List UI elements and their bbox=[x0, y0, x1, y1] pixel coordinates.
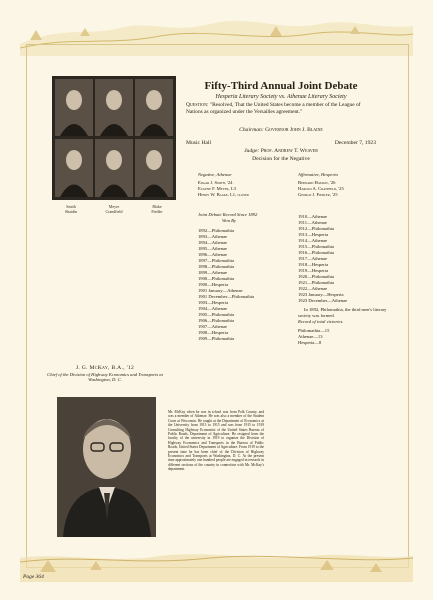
bottom-ornament bbox=[20, 548, 413, 582]
record-entry: 1897—Philomathia bbox=[198, 258, 234, 263]
profile-role: Chief of the Division of Highway Economics and Transports at Washington, D. C. bbox=[47, 371, 163, 383]
record-entry: 1911—Athenae bbox=[298, 220, 327, 225]
record-entry: 1921—Philomathia bbox=[298, 280, 334, 285]
record-entry: 1894—Athenae bbox=[198, 240, 228, 245]
record-entry: 1916—Philomathia bbox=[298, 250, 334, 255]
record-entry: 1901 December—Philomathia bbox=[198, 294, 255, 299]
victory-total: Philomathia—15 bbox=[298, 328, 330, 333]
negative-member: Edgar J. Smith, '24 bbox=[198, 180, 233, 185]
judge-line bbox=[186, 148, 376, 154]
decision-text: Decision for the Negative bbox=[252, 156, 310, 162]
record-entry: 1900—Philomathia bbox=[198, 276, 234, 281]
question-text: "Resolved, That the United States become a member of the League of Nations as organized under the Versailles agreement." bbox=[186, 102, 361, 115]
chairman-label: Chairman: bbox=[239, 127, 264, 133]
profile-name: J. G. McKay, B.A., '12 bbox=[75, 365, 135, 371]
record-title: Joint Debate Record Since 1892 bbox=[198, 212, 258, 217]
record-entry: 1903—Hesperia bbox=[198, 300, 229, 305]
affirmative-member: George J. Fiedler, '25 bbox=[298, 192, 338, 197]
debate-question bbox=[186, 102, 376, 116]
profile-caption bbox=[40, 366, 170, 383]
record-entry: 1920—Philomathia bbox=[298, 274, 334, 279]
debate-subtitle: Hesperia Literary Society vs. Athenae Literary Society bbox=[215, 94, 347, 100]
affirmative-team bbox=[298, 172, 388, 198]
record-left-column bbox=[198, 212, 294, 342]
negative-member: Eugene F. Meyer, L3 bbox=[198, 186, 236, 191]
record-entry: 1907—Athenae bbox=[198, 324, 228, 329]
record-entry: 1900—Hesperia bbox=[198, 282, 229, 287]
name-blake: Blake Fiedler bbox=[151, 204, 163, 214]
record-entry: 1901 January—Athenae bbox=[198, 288, 243, 293]
record-entry: 1895—Athenae bbox=[198, 246, 228, 251]
negative-member: Henry W. Blake, L1, closer bbox=[198, 192, 249, 197]
record-entry: 1892—Philomathia bbox=[198, 228, 234, 233]
record-entry: 1923 December—Athenae bbox=[298, 298, 348, 303]
victory-total: Hesperia—8 bbox=[298, 340, 322, 345]
name-meyer: Meyer Crandfield bbox=[105, 204, 123, 214]
record-entry: 1906—Philomathia bbox=[198, 318, 234, 323]
page-number: Page 364 bbox=[23, 574, 44, 580]
record-entry: 1898—Philomathia bbox=[198, 264, 234, 269]
record-entry: 1908—Hesperia bbox=[198, 330, 229, 335]
record-entry: 1919—Hesperia bbox=[298, 268, 329, 273]
record-subtitle: Won By bbox=[222, 218, 236, 223]
record-note-totals: Record of total victories. bbox=[298, 319, 344, 324]
record-entry: 1909—Philomathia bbox=[198, 336, 234, 341]
debaters-photo-grid bbox=[52, 76, 176, 200]
negative-team bbox=[198, 172, 288, 198]
record-entry: 1905—Philomathia bbox=[198, 312, 234, 317]
record-right-column bbox=[298, 214, 390, 346]
affirmative-member: Harold A. Cranfield, '25 bbox=[298, 186, 344, 191]
chairman-line bbox=[186, 127, 376, 133]
chairman-name: Governor John J. Blaine bbox=[265, 127, 323, 133]
record-entry: 1915—Philomathia bbox=[298, 244, 334, 249]
record-entry: 1913—Hesperia bbox=[298, 232, 329, 237]
debate-title: Fifty-Third Annual Joint Debate bbox=[204, 80, 358, 92]
record-entry: 1914—Athenae bbox=[298, 238, 328, 243]
affirmative-member: Bernard Hamlin, '26 bbox=[298, 180, 336, 185]
negative-head: Negative, Athenae bbox=[198, 172, 232, 177]
record-entry: 1922—Athenae bbox=[298, 286, 328, 291]
record-entry: 1917—Athenae bbox=[298, 256, 328, 261]
debaters-names bbox=[52, 204, 176, 214]
affirmative-head: Affirmative, Hesperia bbox=[298, 172, 338, 177]
debate-date: December 7, 1923 bbox=[334, 140, 376, 146]
debate-place: Music Hall bbox=[186, 140, 212, 146]
record-entry: 1893—Athenae bbox=[198, 234, 228, 239]
record-entry: 1923 January—Hesperia bbox=[298, 292, 344, 297]
profile-bio: Mr. McKay when he was in school was from Polk County, and was a member of Athenae. He was also a member of the Student Court at Wisconsin. He taught at the Department of Economics at the University from 1913 to 1915 and was from 1915 to 1919 Consulting Highway Economist of the United States Bureau of Public Roads, Department of Agriculture. He resigned from the faculty of the university in 1919 to organize the Division of Highway Economics and Transports in the Bureau of Public Roads, United States Department of Agriculture. From 1919 to the present time he has been chief of the Division of Highway Economics and Transports at Washington, D. C. At the present time approximately one hundred people are engaged in research in different sections of the country in connection with Mr. McKay's department. bbox=[168, 410, 264, 472]
record-entry: 1918—Hesperia bbox=[298, 262, 329, 267]
victory-total: Athenae—13 bbox=[298, 334, 323, 339]
question-label: Question: bbox=[186, 102, 209, 108]
record-entry: 1899—Athenae bbox=[198, 270, 228, 275]
profile-portrait bbox=[57, 397, 156, 537]
record-entry: 1912—Philomathia bbox=[298, 226, 334, 231]
judge-label: Judge: bbox=[244, 148, 260, 154]
judge-name: Prof. Andrew T. Weaver bbox=[260, 148, 318, 154]
record-entry: 1910—Athenae bbox=[298, 214, 328, 219]
record-entry: 1904—Athenae bbox=[198, 306, 228, 311]
record-entry: 1896—Athenae bbox=[198, 252, 228, 257]
name-smith: Smith Shaidin bbox=[64, 204, 78, 214]
record-note: In 1892, Philomathia, the third men's literary society was formed. bbox=[298, 307, 387, 318]
